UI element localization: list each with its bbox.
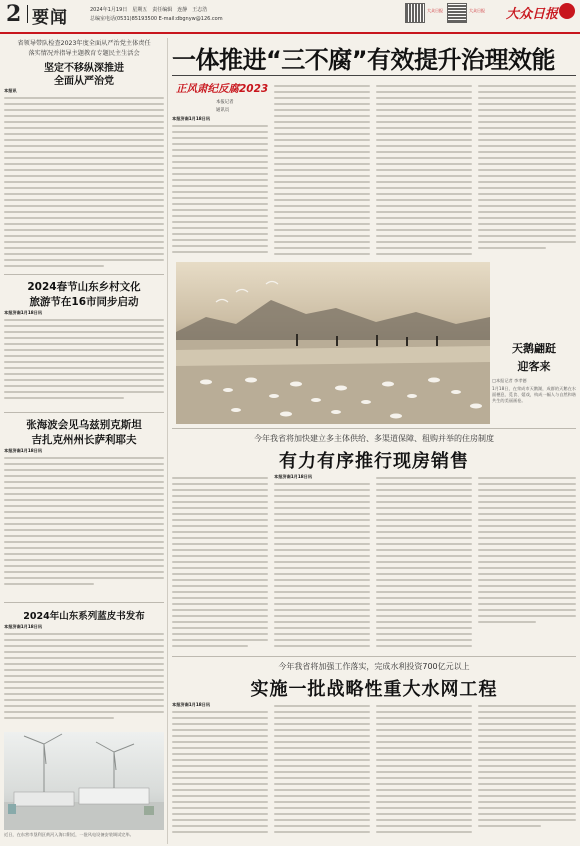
masthead-rule — [0, 32, 580, 34]
byline-reporters — [216, 99, 266, 113]
kicker: 今年我省将加强工作落实，完成水利投资700亿元以上 — [278, 662, 470, 671]
headline: 2024年山东系列蓝皮书发布 — [23, 611, 145, 622]
feature-caption-box — [492, 340, 576, 424]
lead-headline-part1: 一体推进“ — [172, 46, 282, 74]
article-body — [376, 474, 472, 652]
article-body — [172, 474, 268, 652]
divider — [172, 656, 576, 657]
lead-rule — [172, 75, 576, 76]
article-body — [4, 448, 164, 598]
article-body — [172, 702, 268, 842]
byline: 本报济南1月18日讯 — [4, 448, 43, 453]
series-badge — [176, 81, 268, 97]
divider — [4, 412, 164, 413]
divider — [172, 428, 576, 429]
feature-caption-title: 天鹅翩跹 — [512, 342, 556, 355]
lead-body-col — [274, 82, 370, 258]
lead-body-col — [478, 82, 576, 258]
byline: 本报济南1月18日讯 — [172, 702, 211, 707]
photo-wind-turbines — [4, 732, 164, 830]
feature-caption-text: 1月18日，在荣成市天鹅湖，成群的天鹅在水面栖息、觅食、嬉戏，构成一幅人与自然和谐共生的美丽画卷。 — [492, 386, 576, 403]
article-body — [478, 474, 576, 652]
headline: 有力有序推行现房销售 — [279, 451, 469, 472]
byline: 本报济南1月18日讯 — [4, 310, 43, 315]
headline: 实施一批战略性重大水网工程 — [250, 679, 498, 700]
brand-title: 大众日报 — [506, 7, 559, 22]
swan-lake-illustration — [176, 262, 490, 424]
kicker: 今年我省将加快建立多主体供给、多渠道保障、租购并举的住房制度 — [254, 434, 494, 443]
brand-logo-icon — [559, 3, 575, 19]
column-divider — [167, 38, 168, 844]
headline: 坚定不移纵深推进 — [44, 63, 124, 74]
article-body — [4, 624, 164, 730]
headline: 旅游节在16市同步启动 — [29, 296, 139, 308]
qr-code-icon — [406, 4, 424, 22]
divider — [4, 602, 164, 603]
byline: 本报济南1月18日讯 — [172, 116, 211, 121]
headline: 2024春节山东乡村文化 — [27, 281, 141, 293]
qr-code-icon — [448, 4, 466, 22]
photo-credit: □本报记者 李孝德 — [492, 378, 527, 383]
headline: 全面从严治党 — [54, 76, 114, 87]
section-name: 要闻 — [32, 8, 68, 28]
headline: 张海波会见乌兹别克斯坦 — [26, 419, 142, 431]
feature-caption-title: 迎客来 — [517, 360, 551, 373]
kicker: 落实情况并指导主题教育专题民主生活会 — [28, 50, 140, 57]
byline: 本报济南1月18日讯 — [4, 624, 43, 629]
app-label-1: 大众日报 — [427, 8, 443, 13]
section-divider — [27, 5, 28, 23]
masthead — [0, 0, 580, 34]
photo-swan-lake — [176, 262, 490, 424]
left-column — [4, 38, 164, 844]
byline: 本报济南1月18日讯 — [274, 474, 313, 479]
article-body — [274, 474, 370, 652]
date-line: 2024年1月19日 星期五 责任编辑 连静 王志浩 — [90, 7, 208, 13]
lead-headline — [172, 40, 576, 72]
kicker: 省领导带队检查2023年度全面从严治党主体责任 — [17, 40, 151, 47]
article-body — [478, 702, 576, 842]
photo-caption: 近日，在东营市垦利区黄河入海口附近，一批风电设备安装调试完毕。 — [4, 832, 134, 837]
lead-body-col — [172, 116, 268, 258]
divider — [4, 274, 164, 275]
lead-headline-part2: ”有效提升治理效能 — [351, 46, 556, 74]
series-title: 正风肃纪反腐2023 — [176, 83, 269, 95]
article-body — [376, 702, 472, 842]
page-number: 2 — [6, 1, 22, 27]
lead-headline-highlight: 三不腐 — [281, 46, 352, 74]
byline-label: 本报记者 — [216, 100, 234, 105]
article-body — [274, 702, 370, 842]
wind-turbine-illustration — [4, 732, 164, 830]
article-body — [4, 88, 164, 270]
article-body — [4, 310, 164, 408]
phone-line: 总编室电话(0531)85193500 E-mail:dbgnyw@126.com — [90, 16, 223, 22]
headline: 吉扎克州州长萨利耶夫 — [31, 434, 137, 446]
app-label-2: 大众日报 — [469, 8, 485, 13]
byline-label: 通讯员 — [216, 108, 230, 113]
byline: 本报讯 — [4, 88, 17, 93]
lead-body-col — [376, 82, 472, 258]
